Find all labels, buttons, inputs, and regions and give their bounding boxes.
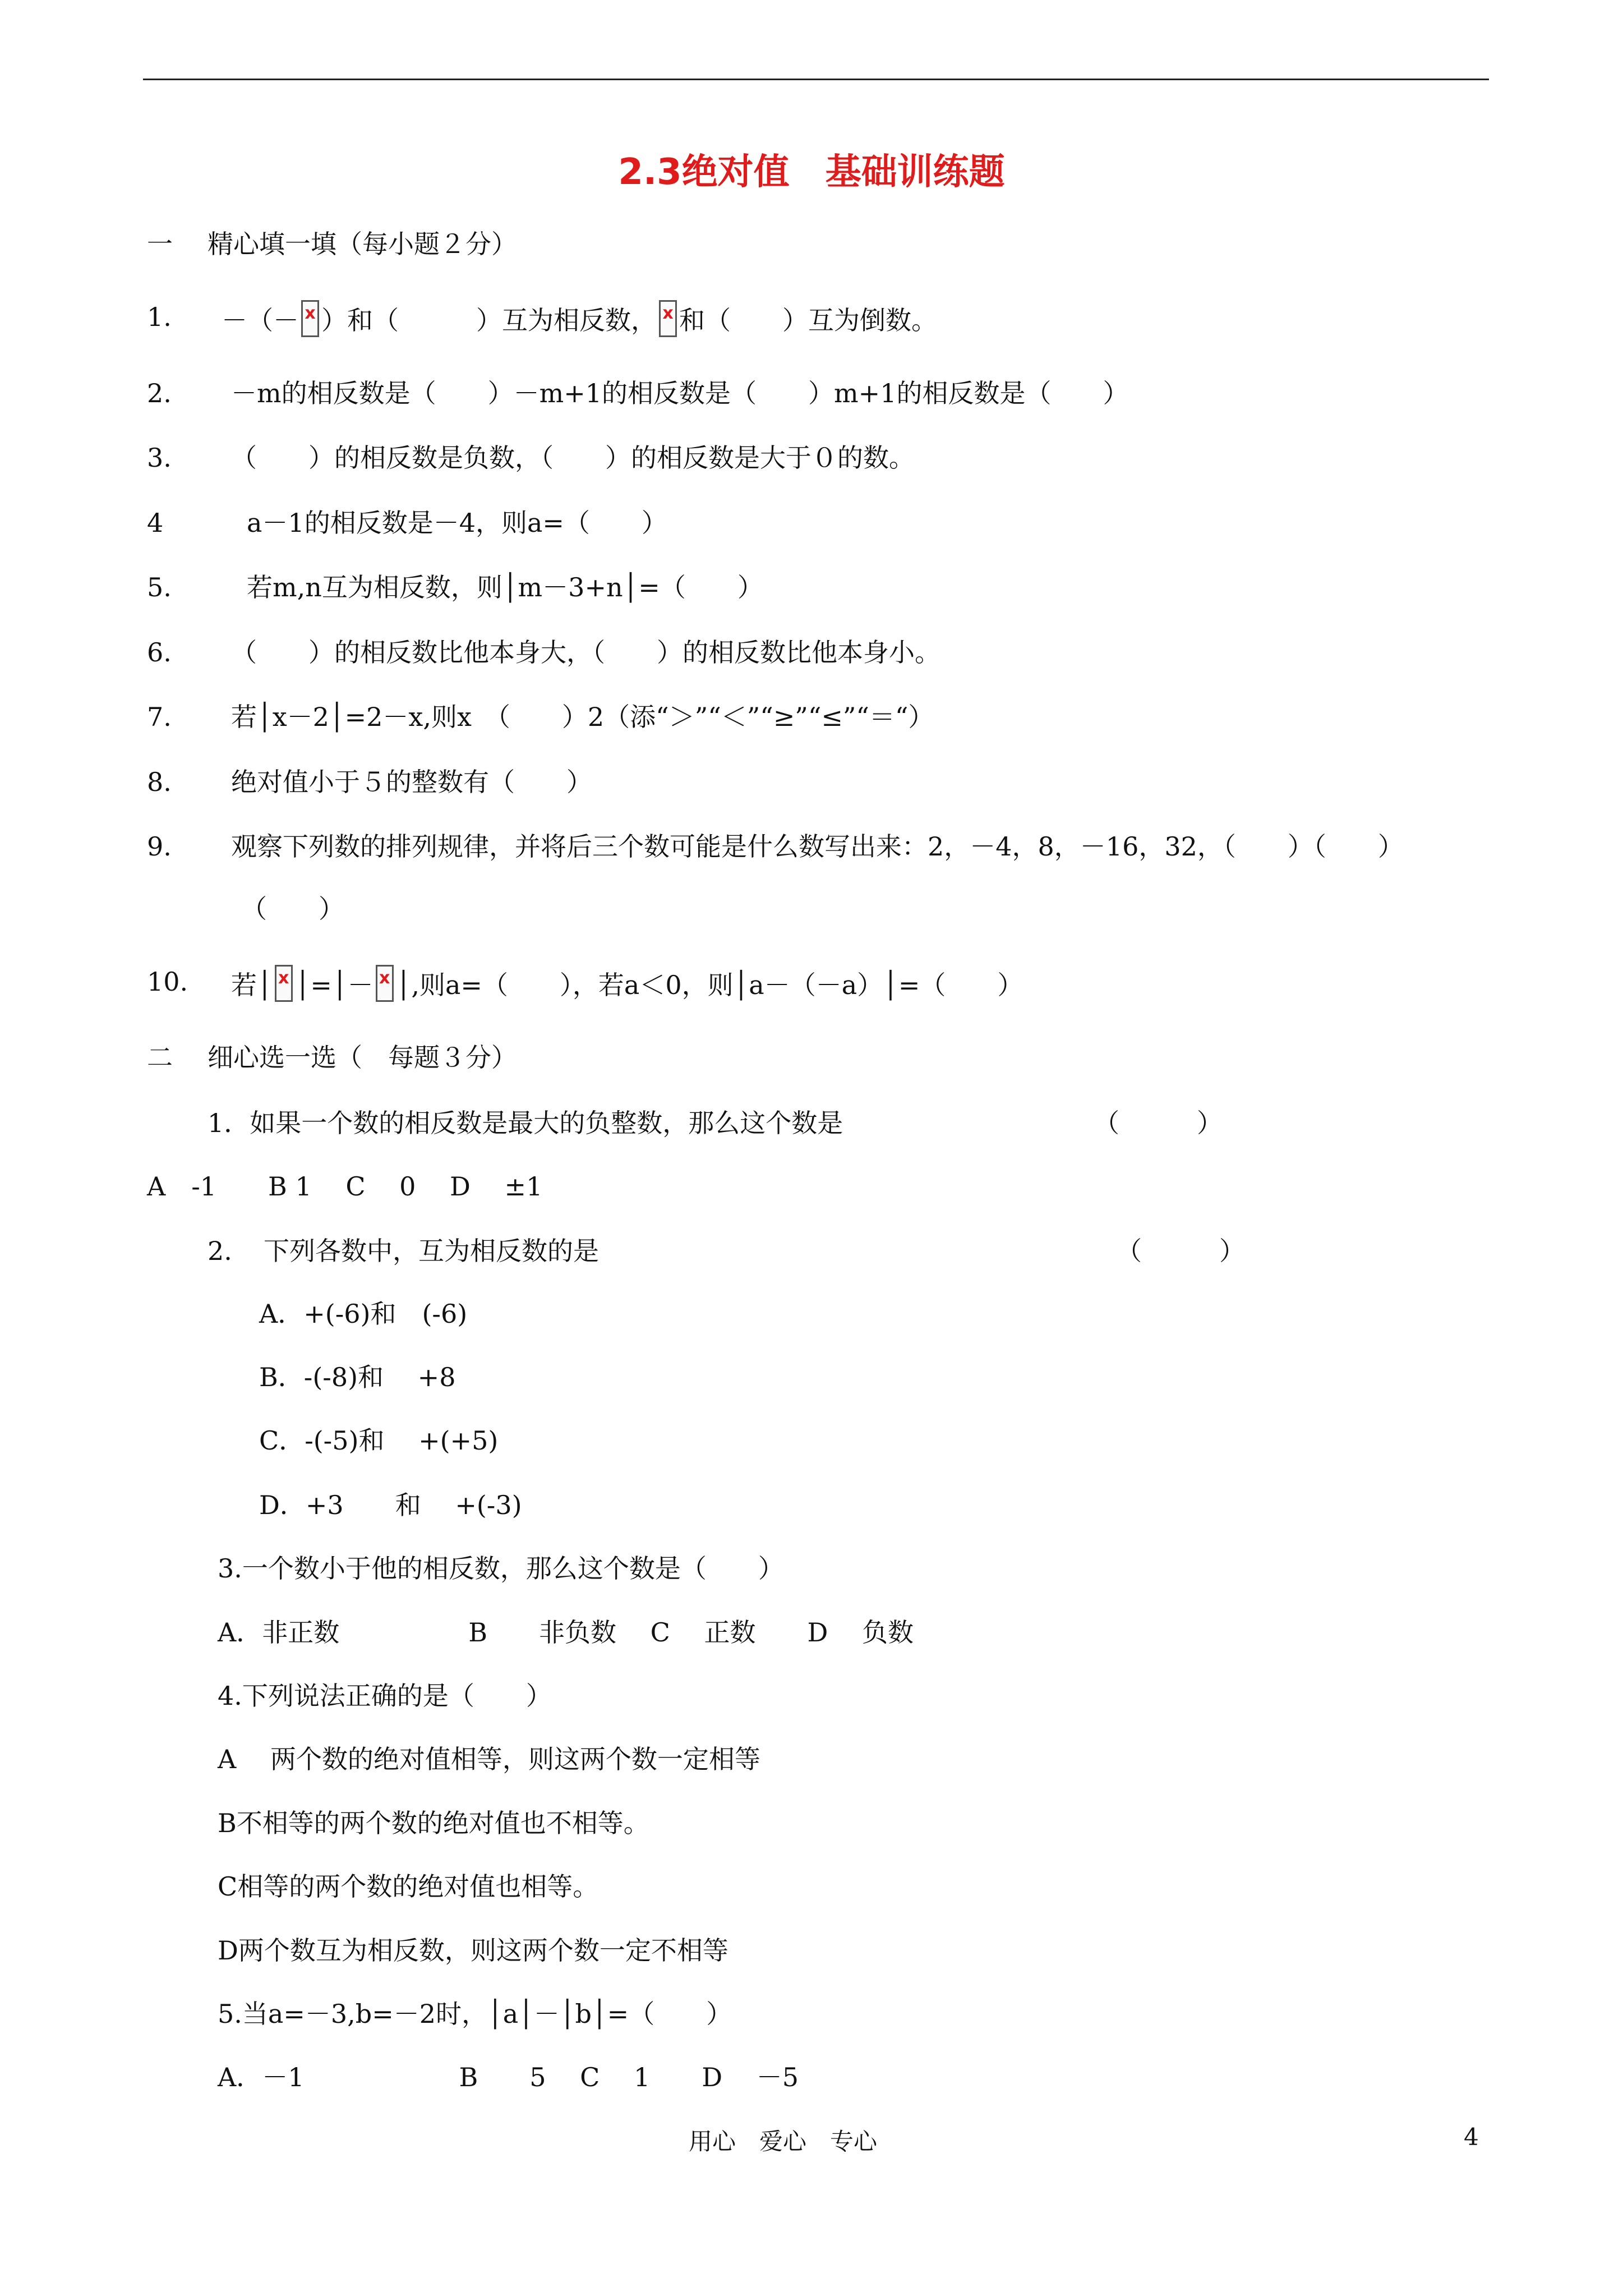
q1-part3: 和（ ）互为倒数。 — [679, 305, 937, 335]
q6-text: （ ）的相反数比他本身大，（ ）的相反数比他本身小。 — [231, 637, 940, 668]
q1-number: 1. — [147, 302, 172, 332]
q10-part3: │,则a=（ ），若a＜0，则│a－（－a）│=（ ） — [395, 970, 1023, 1000]
s2-q2-option-b: B．-(-8)和 +8 — [259, 1362, 456, 1392]
broken-image-icon — [301, 300, 319, 337]
q10-number: 10. — [147, 967, 188, 997]
q9-number: 9. — [147, 831, 172, 862]
s2-q1-text: 1．如果一个数的相反数是最大的负整数，那么这个数是 — [208, 1108, 843, 1138]
q2-number: 2. — [147, 378, 172, 408]
s2-q5-options: A．－1 B 5 C 1 D －5 — [218, 2062, 799, 2092]
s2-q4-text: 4.下列说法正确的是（ ） — [218, 1681, 552, 1711]
broken-image-icon — [659, 300, 677, 337]
s2-q4-option-c: C相等的两个数的绝对值也相等。 — [218, 1871, 599, 1902]
q7-number: 7. — [147, 702, 172, 732]
q6-number: 6. — [147, 637, 172, 668]
footer-motto: 用心 爱心 专心 — [689, 2128, 878, 2155]
section1-number: 一 — [147, 229, 173, 259]
section2-number: 二 — [147, 1042, 173, 1073]
s2-q2-option-c: C．-(-5)和 +(+5) — [259, 1425, 499, 1456]
q10-part2: │=│－ — [294, 970, 374, 1000]
page-title: 2.3绝对值 基础训练题 — [618, 151, 1005, 193]
section1-heading: 精心填一填（每小题２分） — [208, 229, 517, 259]
s2-q1-options: A -1 B 1 C 0 D ±1 — [147, 1171, 543, 1202]
q10-text — [231, 965, 1023, 1002]
s2-q3-options: A．非正数 B 非负数 C 正数 D 负数 — [218, 1617, 914, 1648]
q3-text: （ ）的相反数是负数，（ ）的相反数是大于０的数。 — [231, 443, 915, 473]
q1-part1: －（－ — [222, 305, 299, 335]
q4-text: a－1的相反数是－4，则a=（ ） — [247, 508, 667, 538]
broken-image-icon — [275, 965, 293, 1002]
s2-q4-option-d: D两个数互为相反数，则这两个数一定不相等 — [218, 1935, 728, 1966]
q2-text: －m的相反数是（ ）－m+1的相反数是（ ）m+1的相反数是（ ） — [231, 378, 1129, 408]
q9-text: 观察下列数的排列规律，并将后三个数可能是什么数写出来：2，－4，8，－16，32，（ ）（ ） — [231, 831, 1404, 862]
section2-heading: 细心选一选（ 每题３分） — [208, 1042, 517, 1073]
q8-number: 8. — [147, 767, 172, 797]
s2-q3-text: 3.一个数小于他的相反数，那么这个数是（ ） — [218, 1553, 784, 1584]
s2-q2-number: 2. — [208, 1236, 232, 1266]
broken-image-icon — [376, 965, 394, 1002]
q3-number: 3. — [147, 443, 172, 473]
q5-text: 若m,n互为相反数，则│m－3+n│=（ ） — [247, 572, 763, 602]
page-number: 4 — [1464, 2123, 1479, 2151]
s2-q2-paren: （ ） — [1116, 1236, 1245, 1266]
q5-number: 5. — [147, 572, 172, 602]
s2-q4-option-a: A 两个数的绝对值相等，则这两个数一定相等 — [218, 1744, 760, 1774]
s2-q4-option-b: B不相等的两个数的绝对值也不相等。 — [218, 1808, 649, 1838]
q1-part2: ）和（ ）互为相反数， — [321, 305, 657, 335]
header-rule — [143, 79, 1489, 80]
s2-q2-option-d: D．+3 和 +(-3) — [259, 1490, 522, 1520]
q8-text: 绝对值小于５的整数有（ ） — [231, 767, 592, 797]
q7-text: 若│x－2│=2－x,则x （ ）2（添“＞”“＜”“≥”“≤”“＝“） — [231, 702, 934, 732]
s2-q5-text: 5.当a=－3,b=－2时，│a│－│b│=（ ） — [218, 1999, 732, 2029]
q1-text — [222, 300, 937, 337]
q4-number: 4 — [147, 508, 164, 538]
s2-q2-option-a: A．+(-6)和 (-6) — [259, 1299, 468, 1329]
s2-q1-paren: （ ） — [1094, 1108, 1223, 1138]
s2-q2-text: 下列各数中，互为相反数的是 — [264, 1236, 599, 1266]
q9-continuation: （ ） — [241, 894, 344, 924]
q10-part1: 若│ — [231, 970, 273, 1000]
